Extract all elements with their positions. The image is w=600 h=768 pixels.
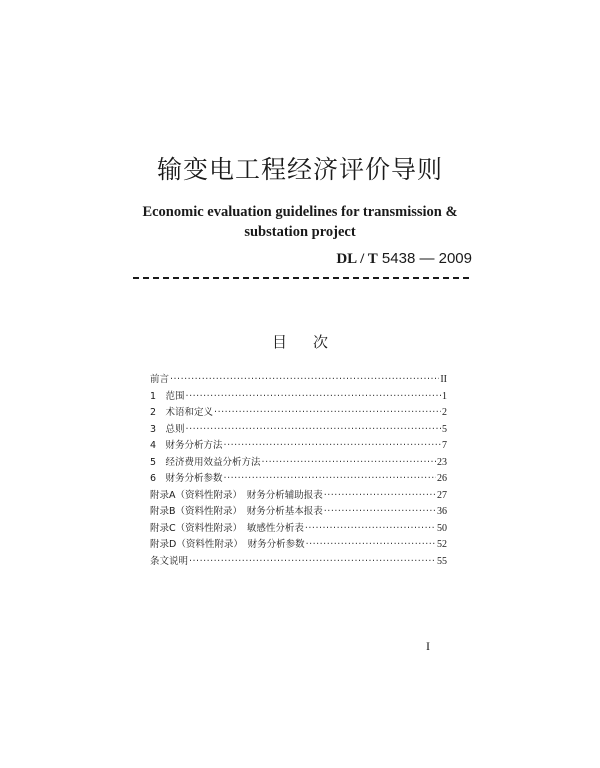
- toc-entry[interactable]: [150, 404, 447, 421]
- standard-code: [336, 250, 472, 268]
- toc-entry-label: 2 术语和定义: [150, 407, 214, 418]
- toc-entry-page: 52: [437, 539, 447, 550]
- document-title-en: [0, 202, 600, 242]
- toc-entry-label: 4 财务分析方法: [150, 440, 223, 451]
- toc-entry-page: 26: [437, 473, 447, 484]
- toc-dot-leader: [186, 391, 441, 402]
- toc-entry-page: 5: [442, 423, 447, 435]
- page-number: I: [426, 639, 430, 653]
- standard-code-prefix: DL / T: [336, 251, 378, 267]
- header-divider: [133, 277, 469, 279]
- toc-entry[interactable]: [150, 388, 447, 405]
- document-title-en-line2: substation project: [244, 224, 356, 240]
- toc-entry-label: 6 财务分析参数: [150, 473, 223, 484]
- toc-entry-page: 23: [437, 456, 447, 468]
- toc-entry-page: 36: [437, 506, 447, 517]
- toc-entry[interactable]: [150, 421, 447, 438]
- toc-dot-leader: [170, 374, 439, 385]
- toc-dot-leader: [305, 523, 436, 534]
- toc-dot-leader: [306, 539, 436, 550]
- toc-dot-leader: [224, 473, 436, 484]
- toc-entry-label: 3 总则: [150, 423, 185, 435]
- toc-entry-page: 50: [437, 522, 447, 534]
- toc-entry-label: 1 范围: [150, 390, 185, 402]
- toc-entry-page: 7: [442, 440, 447, 451]
- toc-entry-page: II: [440, 374, 447, 385]
- toc-entry-label: 附录D（资料性附录） 财务分析参数: [150, 539, 305, 550]
- toc-entry-label: 条文说明: [150, 555, 189, 567]
- toc-entry-page: 1: [442, 390, 447, 402]
- toc-heading-left: 目: [271, 333, 287, 351]
- toc-entry-label: 附录B（资料性附录） 财务分析基本报表: [150, 506, 323, 517]
- toc-entry[interactable]: [150, 520, 447, 537]
- toc-dot-leader: [324, 506, 436, 517]
- table-of-contents: [150, 371, 447, 569]
- toc-entry-label: 附录A（资料性附录） 财务分析辅助报表: [150, 489, 323, 501]
- toc-entry[interactable]: [150, 503, 447, 520]
- toc-entry-label: 前言: [150, 374, 170, 385]
- document-title-en-line1: Economic evaluation guidelines for transmission &: [142, 204, 458, 220]
- toc-dot-leader: [189, 556, 436, 567]
- toc-heading: [0, 331, 600, 352]
- toc-entry[interactable]: [150, 487, 447, 504]
- standard-code-number: 5438 — 2009: [381, 250, 472, 267]
- toc-dot-leader: [262, 457, 436, 468]
- toc-entry[interactable]: [150, 470, 447, 487]
- toc-entry-label: 附录C（资料性附录） 敏感性分析表: [150, 522, 304, 534]
- toc-entry-label: 5 经济费用效益分析方法: [150, 456, 261, 468]
- toc-dot-leader: [186, 424, 441, 435]
- toc-entry[interactable]: [150, 371, 447, 388]
- toc-dot-leader: [214, 407, 441, 418]
- toc-entry-page: 2: [442, 407, 447, 418]
- toc-entry[interactable]: [150, 437, 447, 454]
- toc-entry[interactable]: [150, 454, 447, 471]
- toc-entry-page: 55: [437, 555, 447, 567]
- toc-entry[interactable]: [150, 553, 447, 570]
- toc-entry[interactable]: [150, 536, 447, 553]
- document-title-cn: 输变电工程经济评价导则: [156, 155, 443, 184]
- toc-dot-leader: [224, 440, 441, 451]
- toc-heading-right: 次: [313, 333, 329, 351]
- toc-entry-page: 27: [437, 489, 447, 501]
- toc-dot-leader: [324, 490, 436, 501]
